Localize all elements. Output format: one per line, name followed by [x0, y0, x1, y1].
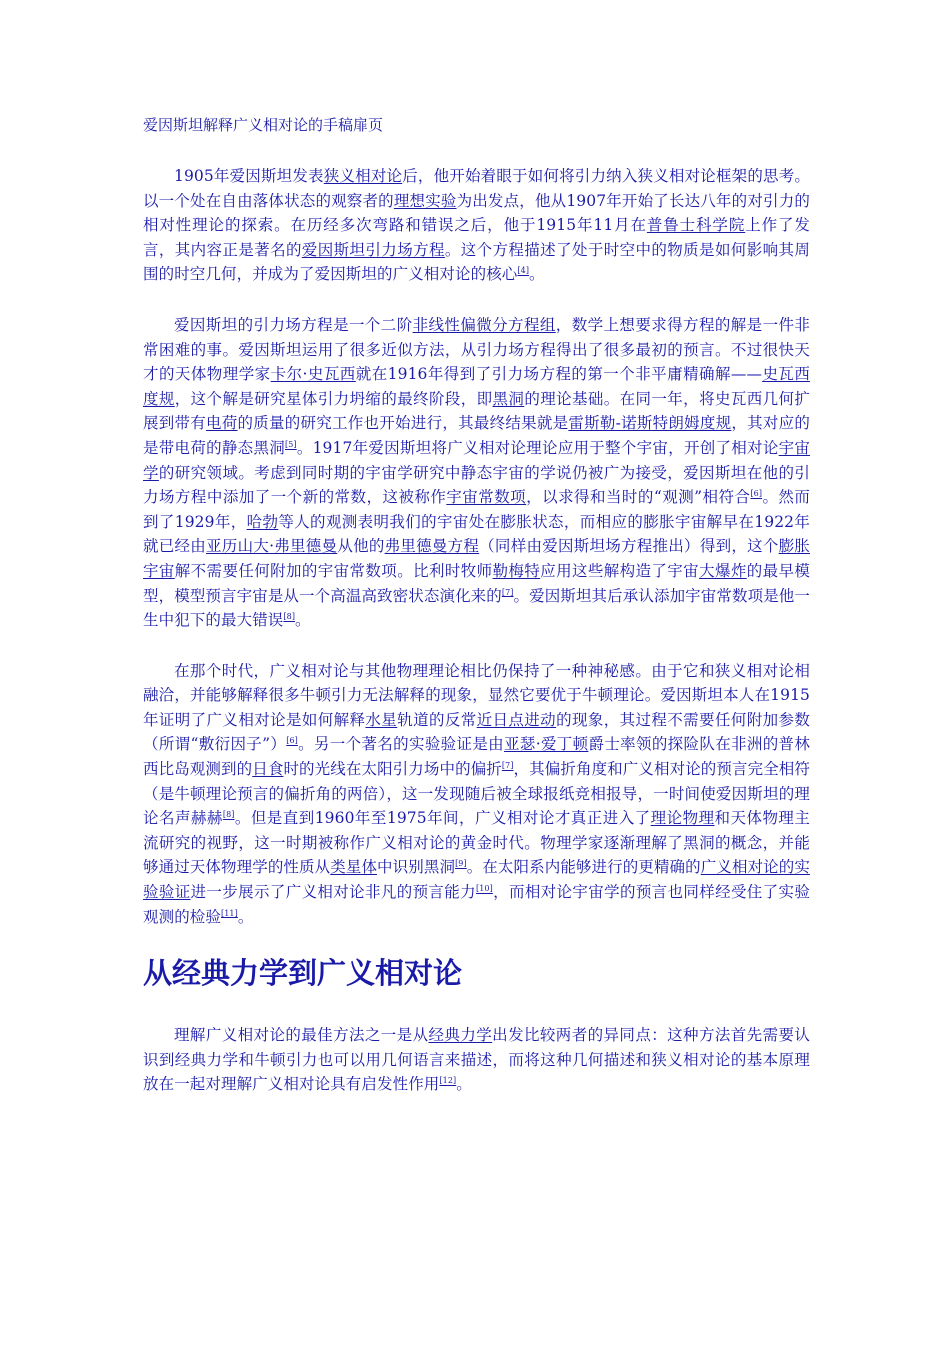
text-run: （同样由爱因斯坦场方程推出）得到，这个	[479, 537, 779, 556]
citation-ref[interactable]	[502, 761, 514, 770]
text-run: 的理论基础。在同一年，将史瓦西几何扩展到带有	[143, 389, 810, 433]
text-run: ，其对应的是带电荷的静态黑洞	[143, 414, 810, 457]
citation-ref[interactable]	[476, 884, 493, 893]
wiki-link[interactable]: 非线性偏微分方程组	[412, 315, 556, 334]
text-run: 进一步展示了广义相对论非凡的预言能力	[190, 883, 477, 902]
wiki-link[interactable]: 膨胀宇宙	[143, 537, 810, 580]
wiki-link[interactable]: 雷斯勒-诺斯特朗姆度规	[568, 414, 732, 433]
text-run: 。	[529, 265, 545, 284]
text-run: 。	[295, 611, 311, 630]
text-run: 的研究领域。考虑到同时期的宇宙学研究中静态宇宙的学说仍被广为接受，爱因斯坦在他的引力场方程中添加了一个新的常数，这被称作	[143, 463, 810, 507]
citation-ref[interactable]	[455, 859, 467, 868]
text-run: 等人的观测表明我们的宇宙处在膨胀状态，而相应的膨胀宇宙解早在1922年就已经由	[143, 512, 810, 556]
text-run: 。这个方程描述了处于时空中的物质是如何影响其周围的时空几何，并成为了爱因斯坦的广义相对论的核心	[143, 240, 810, 284]
wiki-link[interactable]: 日食	[252, 760, 284, 779]
paragraph-history-1	[143, 164, 810, 287]
wiki-link[interactable]: 经典力学	[428, 1026, 493, 1045]
citation-link[interactable]: [6]	[286, 736, 298, 746]
wiki-link[interactable]: 水星	[365, 710, 398, 729]
citation-link[interactable]: [9]	[455, 859, 467, 869]
paragraph-history-3	[143, 659, 810, 930]
wiki-link[interactable]: 近日点进动	[476, 710, 557, 729]
text-run: ，其偏折角度和广义相对论的预言完全相符（是牛顿理论预言的偏折角的两倍），这一发现随后被全球报纸竞相报导，一时间使爱因斯坦的理论名声赫赫	[143, 760, 811, 828]
section-heading: 从经典力学到广义相对论	[143, 956, 463, 991]
wiki-link[interactable]: 大爆炸	[699, 561, 747, 580]
text-run: 为出发点，他从1907年开始了长达八年的对引力的相对性理论的探索。在历经多次弯路和错误之后，他于1915年11月在	[143, 191, 810, 235]
paragraph-history-2	[143, 313, 810, 633]
text-run: ，数学上想要求得方程的解是一件非常困难的事。爱因斯坦运用了很多近似方法，从引力场方程得出了很多最初的预言。不过很快天才的天体物理学家	[143, 315, 810, 384]
text-run: 。另一个著名的实验验证是由	[297, 735, 505, 754]
citation-link[interactable]: [8]	[222, 810, 235, 820]
text-run: 理解广义相对论的最佳方法之一是从	[174, 1026, 429, 1045]
wiki-link[interactable]: 广义相对论的实验验证	[143, 858, 810, 902]
text-run: 的质量的研究工作也开始进行，其最终结果就是	[237, 414, 569, 433]
citation-ref[interactable]	[283, 612, 295, 621]
citation-link[interactable]: [7]	[501, 587, 514, 597]
citation-ref[interactable]	[286, 736, 298, 745]
text-run: 和天体物理主流研究的视野，这一时期被称作广义相对论的黄金时代。物理学家逐渐理解了黑洞的概念，并能够通过天体物理学的性质从	[143, 809, 810, 877]
citation-link[interactable]: [4]	[517, 266, 530, 276]
text-run: 就在1916年得到了引力场方程的第一个非平庸精确解——	[355, 365, 763, 384]
citation-link[interactable]: [8]	[283, 611, 296, 621]
text-run: 应用这些解构造了宇宙	[540, 561, 700, 580]
text-run: 。但是直到1960年至1975年间，广义相对论才真正进入了	[234, 809, 651, 828]
wiki-link[interactable]: 普鲁士科学院	[646, 216, 746, 235]
text-run: 。爱因斯坦其后承认添加宇宙常数项是他一生中犯下的最大错误	[143, 586, 810, 630]
wiki-link[interactable]: 黑洞	[492, 389, 525, 408]
citation-ref[interactable]	[502, 587, 514, 596]
wiki-link[interactable]: 类星体	[330, 858, 378, 877]
wiki-link[interactable]: 爱因斯坦引力场方程	[301, 240, 445, 259]
text-run: 。	[237, 907, 254, 926]
wiki-link[interactable]: 电荷	[206, 414, 238, 433]
wiki-link[interactable]: 弗里德曼方程	[384, 537, 480, 556]
wiki-link[interactable]: 卡尔·史瓦西	[270, 365, 356, 384]
text-run: ，这个解是研究星体引力坍缩的最终阶段，即	[174, 389, 493, 408]
wiki-link[interactable]: 史瓦西度规	[143, 365, 810, 408]
citation-link[interactable]: [12]	[439, 1076, 457, 1086]
citation-link[interactable]: [6]	[750, 488, 763, 498]
text-run: 出发比较两者的异同点：这种方法首先需要认识到经典力学和牛顿引力也可以用几何语言来描述，而将这种几何描述和狭义相对论的基本原理放在一起对理解广义相对论具有启发性作用	[143, 1026, 810, 1094]
text-run: ，以求得和当时的“观测”相符合	[526, 488, 751, 507]
citation-ref[interactable]	[517, 266, 529, 275]
wiki-link[interactable]: 宇宙常数项	[446, 488, 527, 507]
citation-link[interactable]: [5]	[285, 439, 297, 449]
citation-link[interactable]: [10]	[476, 883, 493, 893]
wiki-link[interactable]: 亚瑟·爱丁顿	[504, 735, 589, 754]
citation-ref[interactable]	[223, 810, 235, 819]
wiki-link[interactable]: 理想实验	[393, 191, 457, 210]
citation-ref[interactable]	[439, 1076, 456, 1085]
paragraph-classical-mechanics	[143, 1023, 810, 1097]
text-run: 。在太阳系内能够进行的更精确的	[466, 858, 701, 877]
wiki-link[interactable]: 理论物理	[650, 809, 715, 828]
text-run: 上作了发言，其内容正是著名的	[143, 216, 810, 259]
citation-ref[interactable]	[750, 489, 762, 498]
text-run: 1905年爱因斯坦发表	[174, 167, 324, 185]
text-run: 在那个时代，广义相对论与其他物理理论相比仍保持了一种神秘感。由于它和狭义相对论相融洽，并能够解释很多牛顿引力无法解释的现象，显然它要优于牛顿理论。爱因斯坦本人在1915年证明了广义相对论是如何解释	[143, 661, 810, 729]
citation-link[interactable]: [7]	[501, 760, 514, 770]
text-run: 从他的	[337, 537, 385, 556]
text-run: 时的光线在太阳引力场中的偏折	[283, 760, 502, 779]
wiki-link[interactable]: 勒梅特	[492, 561, 541, 580]
text-run: 。1917年爱因斯坦将广义相对论理论应用于整个宇宙，开创了相对论	[296, 438, 779, 457]
text-run: 。然而到了1929年，	[143, 488, 810, 531]
text-run: 爱因斯坦的引力场方程是一个二阶	[174, 315, 413, 334]
text-run: 中识别黑洞	[377, 858, 456, 877]
text-run: 爵士率领的探险队在非洲的普林西比岛观测到的	[143, 735, 810, 779]
text-run: 解不需要任何附加的宇宙常数项。比利时牧师	[174, 561, 493, 580]
wiki-link[interactable]: 亚历山大·弗里德曼	[206, 537, 338, 556]
citation-ref[interactable]	[285, 440, 297, 449]
wiki-link[interactable]: 哈勃	[246, 512, 279, 531]
text-run: 的现象，其过程不需要任何附加参数（所谓“敷衍因子”）	[143, 710, 810, 754]
text-run: 的最早模型，模型预言宇宙是从一个高温高致密状态演化来的	[143, 561, 810, 605]
citation-ref[interactable]	[221, 908, 238, 917]
citation-link[interactable]: [11]	[221, 908, 238, 918]
wiki-link[interactable]: 狭义相对论	[323, 167, 403, 185]
image-caption: 爱因斯坦解释广义相对论的手稿扉页	[143, 116, 384, 134]
text-run: ，而相对论宇宙学的预言也同样经受住了实验观测的检验	[143, 883, 810, 926]
wiki-link[interactable]: 宇宙学	[143, 438, 810, 482]
text-run: 。	[456, 1075, 472, 1094]
text-run: 后，他开始着眼于如何将引力纳入狭义相对论框架的思考。以一个处在自由落体状态的观察者的	[143, 167, 810, 210]
text-run: 轨道的反常	[397, 710, 477, 729]
